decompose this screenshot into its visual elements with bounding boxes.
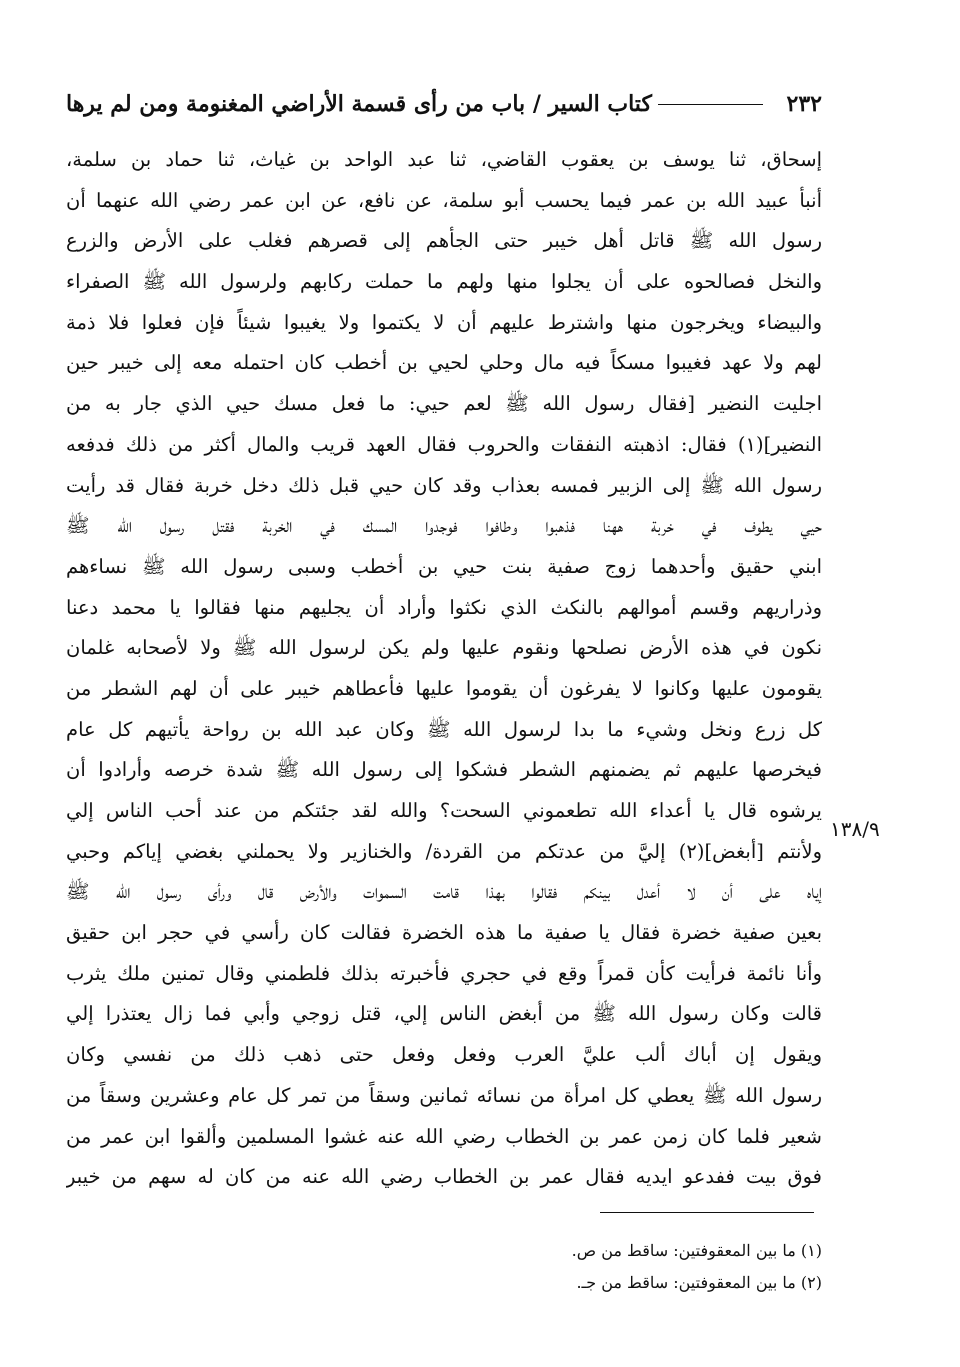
footnote-separator — [600, 1212, 814, 1213]
text-line: النضير](١) فقال: اذهبته النفقات والحروب فقال العهد قريب والمال أكثر من ذلك فدفعه — [66, 432, 822, 456]
text-line: رسول الله ﷺ يعطي كل امرأة من نسائه ثمانين وسقاً من تمر كل عام وعشرين وسقاً من — [66, 1083, 822, 1107]
running-title: كتاب السير / باب من رأى قسمة الأراضي المغنومة ومن لم يرها — [66, 91, 652, 117]
text-line: وأنا نائمة فرأيت كأن قمراً وقع في حجري فأخبرته بذلك فلطمني وقال تمنين ملك يثرب — [66, 961, 822, 985]
text-line: فيخرصها عليهم ثم يضمنهم الشطر فشكوا إلى رسول الله ﷺ شدة خرصه وأرادوا أن — [66, 758, 822, 782]
text-line: ولأنتم [أبغض](٢) إليَّ من عدتكم من القردة/ والخنازير ولا يحملني بغضي إياكم وحبي — [66, 839, 822, 863]
text-line: أنبأ عبيد الله بن عمر فيما يحسب أبو سلمة، عن نافع، عن ابن عمر رضي الله عنهما أن — [66, 188, 822, 212]
running-header — [66, 86, 822, 122]
text-line: ابني حقيق وأحدهما زوج صفية بنت حيي بن أخطب وسبى رسول الله ﷺ نساءهم — [66, 554, 822, 578]
text-line: لهم ولا عهد فغيبوا مسكاً فيه مال وحلي لحيي بن أخطب كان احتمله معه إلى خيبر حين — [66, 351, 822, 375]
main-text — [66, 140, 822, 1198]
text-line: شعير فلما كان زمن عمر بن الخطاب رضي الله عنه غشوا المسلمين وألقوا ابن عمر من — [66, 1124, 822, 1148]
text-line: ويقول إن أباك ألب عليَّ العرب وفعل وفعل حتى ذهب ذلك من نفسي وكان — [66, 1043, 822, 1067]
page-number: ٢٣٢ — [786, 91, 822, 117]
text-line: والنخل فصالحوه على أن يجلوا منها ولهم ما حملت ركابهم ولرسول الله ﷺ الصفراء — [66, 270, 822, 294]
text-line: يقومون عليها وكانوا لا يفرغون أن يقوموا عليها فأعطاهم خيبر على أن لهم الشطر من — [66, 676, 822, 700]
text-line: قالت وكان رسول الله ﷺ من أبغض الناس إلي، قتل زوجي وأبي فما زال يعتذرا إلي — [66, 1002, 822, 1026]
text-line: إياه على أن لا أعدل بينكم فقالوا بهذا قامت السموات والأرض قال ورأى رسول الله ﷺ — [66, 880, 822, 904]
header-rule — [658, 104, 763, 105]
text-line: فوق بيت ففدعو ايديه فقال عمر بن الخطاب رضي الله عنه من كان له سهم من خيبر — [66, 1165, 822, 1189]
text-line: بعين صفية خضرة فقال يا صفية ما هذه الخضرة فقالت كان رأسي في حجر ابن حقيق — [66, 921, 822, 945]
margin-page-reference: ١٣٨/٩ — [830, 817, 880, 841]
text-line: كل زرع ونخل وشيء ما بدا لرسول الله ﷺ وكان عبد الله بن رواحة يأتيهم كل عام — [66, 717, 822, 741]
footnotes — [300, 1235, 822, 1299]
text-line: اجليت النضير [فقال رسول الله ﷺ لعم حيي: ما فعل مسك حيي الذي جار به من — [66, 392, 822, 416]
text-line: حيي يطوف في خربة ههنا فذهبوا وطافوا فوجدوا المسك في الخربة فقتل رسول الله ﷺ — [66, 514, 822, 538]
text-line: وذراريهم وقسم أموالهم بالنكث الذي نكثوا وأراد أن يجليهم منها فقالوا يا محمد دعنا — [66, 595, 822, 619]
footnote: (٢) ما بين المعقوفتين: ساقط من جـ. — [576, 1273, 822, 1292]
text-line: والبيضاء ويخرجون منها واشترط عليهم أن لا يكتموا ولا يغيبوا شيئاً فإن فعلوا فلا ذمة — [66, 310, 822, 334]
text-line: رسول الله ﷺ إلى الزبير فمسه بعذاب وقد كان حيي قبل ذلك دخل خربة فقال قد رأيت — [66, 473, 822, 497]
text-line: نكون في هذه الأرض نصلحها ونقوم عليها ولم يكن لرسول الله ﷺ ولا لأصحابه غلمان — [66, 636, 822, 660]
text-line: يرشوه قال يا أعداء الله تطعموني السحت؟ والله لقد جئتكم من عند أحب الناس إلي — [66, 799, 822, 822]
footnote: (١) ما بين المعقوفتين: ساقط من ص. — [571, 1241, 822, 1260]
text-line: رسول الله ﷺ قاتل أهل خيبر حتى الجأهم إلى قصرهم فغلب على الأرض والزرع — [66, 229, 822, 253]
text-line: إسحاق، ثنا يوسف بن يعقوب القاضي، ثنا عبد الواحد بن غياث، ثنا حماد بن سلمة، — [66, 148, 822, 171]
